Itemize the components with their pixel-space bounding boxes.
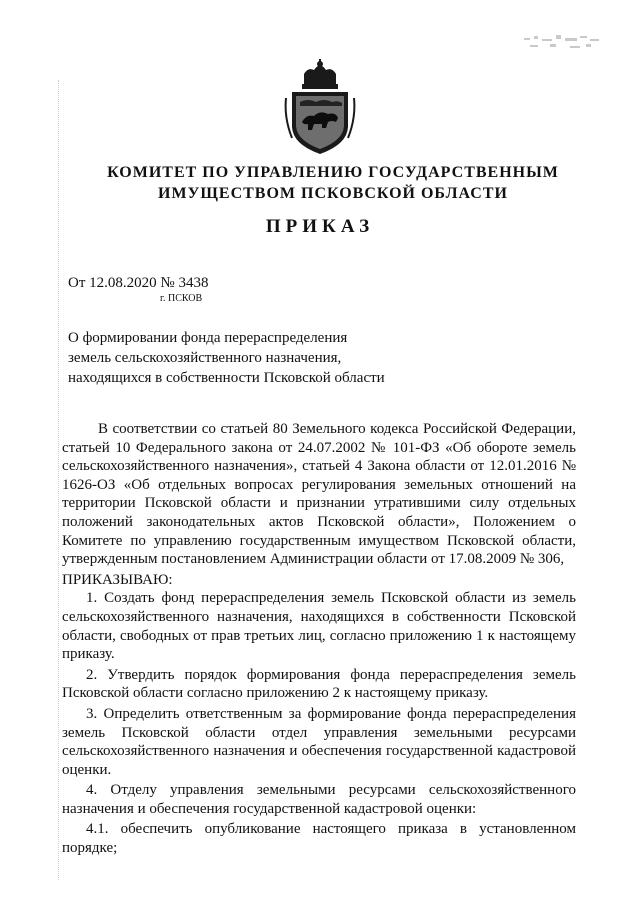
orders-heading: ПРИКАЗЫВАЮ: bbox=[62, 571, 173, 588]
city-label: г. ПСКОВ bbox=[160, 293, 203, 304]
order-subject bbox=[68, 328, 398, 388]
order-item: 3. Определить ответственным за формирование фонда перераспределения земель Псковской области отдел управления земельными ресурсами сельскохозяйственного назначения и обеспечения государственной кадастровой оценки. bbox=[62, 705, 576, 778]
date-and-number: От 12.08.2020 № 3438 bbox=[68, 275, 209, 291]
preamble-paragraph: В соответствии со статьей 80 Земельного кодекса Российской Федерации, статьей 10 Федерального закона от 24.07.2002 № 101-ФЗ «Об обороте земель сельскохозяйственного назначения», статьей 4 Закона области от 12.01.2016 № 1626-ОЗ «Об отдельных вопросах регулирования земельных отношений на территории Псковской области и признании утратившими силу отдельных положений законодательных актов Псковской области», Положением о Комитете по управлению государственным имуществом Псковской области, утвержденным постановлением Администрации области от 17.08.2009 № 306, bbox=[62, 421, 576, 568]
scan-artifact-stamp bbox=[520, 30, 610, 56]
subject-line: О формировании фонда перераспределения bbox=[68, 330, 348, 346]
pskov-coat-of-arms-icon bbox=[280, 58, 360, 158]
subject-line: земель сельскохозяйственного назначения, bbox=[68, 350, 342, 366]
order-item: 4. Отделу управления земельными ресурсами сельскохозяйственного назначения и обеспечения государственной кадастровой оценки: bbox=[62, 782, 576, 817]
org-name-line2: ИМУЩЕСТВОМ ПСКОВСКОЙ ОБЛАСТИ bbox=[158, 185, 508, 202]
order-item: 4.1. обеспечить опубликование настоящего приказа в установленном порядке; bbox=[62, 821, 576, 857]
order-body bbox=[62, 420, 576, 860]
issuing-authority bbox=[0, 162, 640, 204]
org-name-line1: КОМИТЕТ ПО УПРАВЛЕНИЮ ГОСУДАРСТВЕННЫМ bbox=[107, 164, 559, 181]
subject-line: находящихся в собственности Псковской области bbox=[68, 370, 385, 386]
order-item: 2. Утвердить порядок формирования фонда перераспределения земель Псковской области согласно приложению 2 к настоящему приказу. bbox=[62, 666, 576, 702]
order-item: 1. Создать фонд перераспределения земель Псковской области из земель сельскохозяйственного назначения, находящихся в собственности Псковской области, свободных от прав третьих лиц, согласно приложению 1 к настоящему приказу. bbox=[62, 590, 576, 663]
document-type-title: ПРИКАЗ bbox=[265, 216, 375, 237]
